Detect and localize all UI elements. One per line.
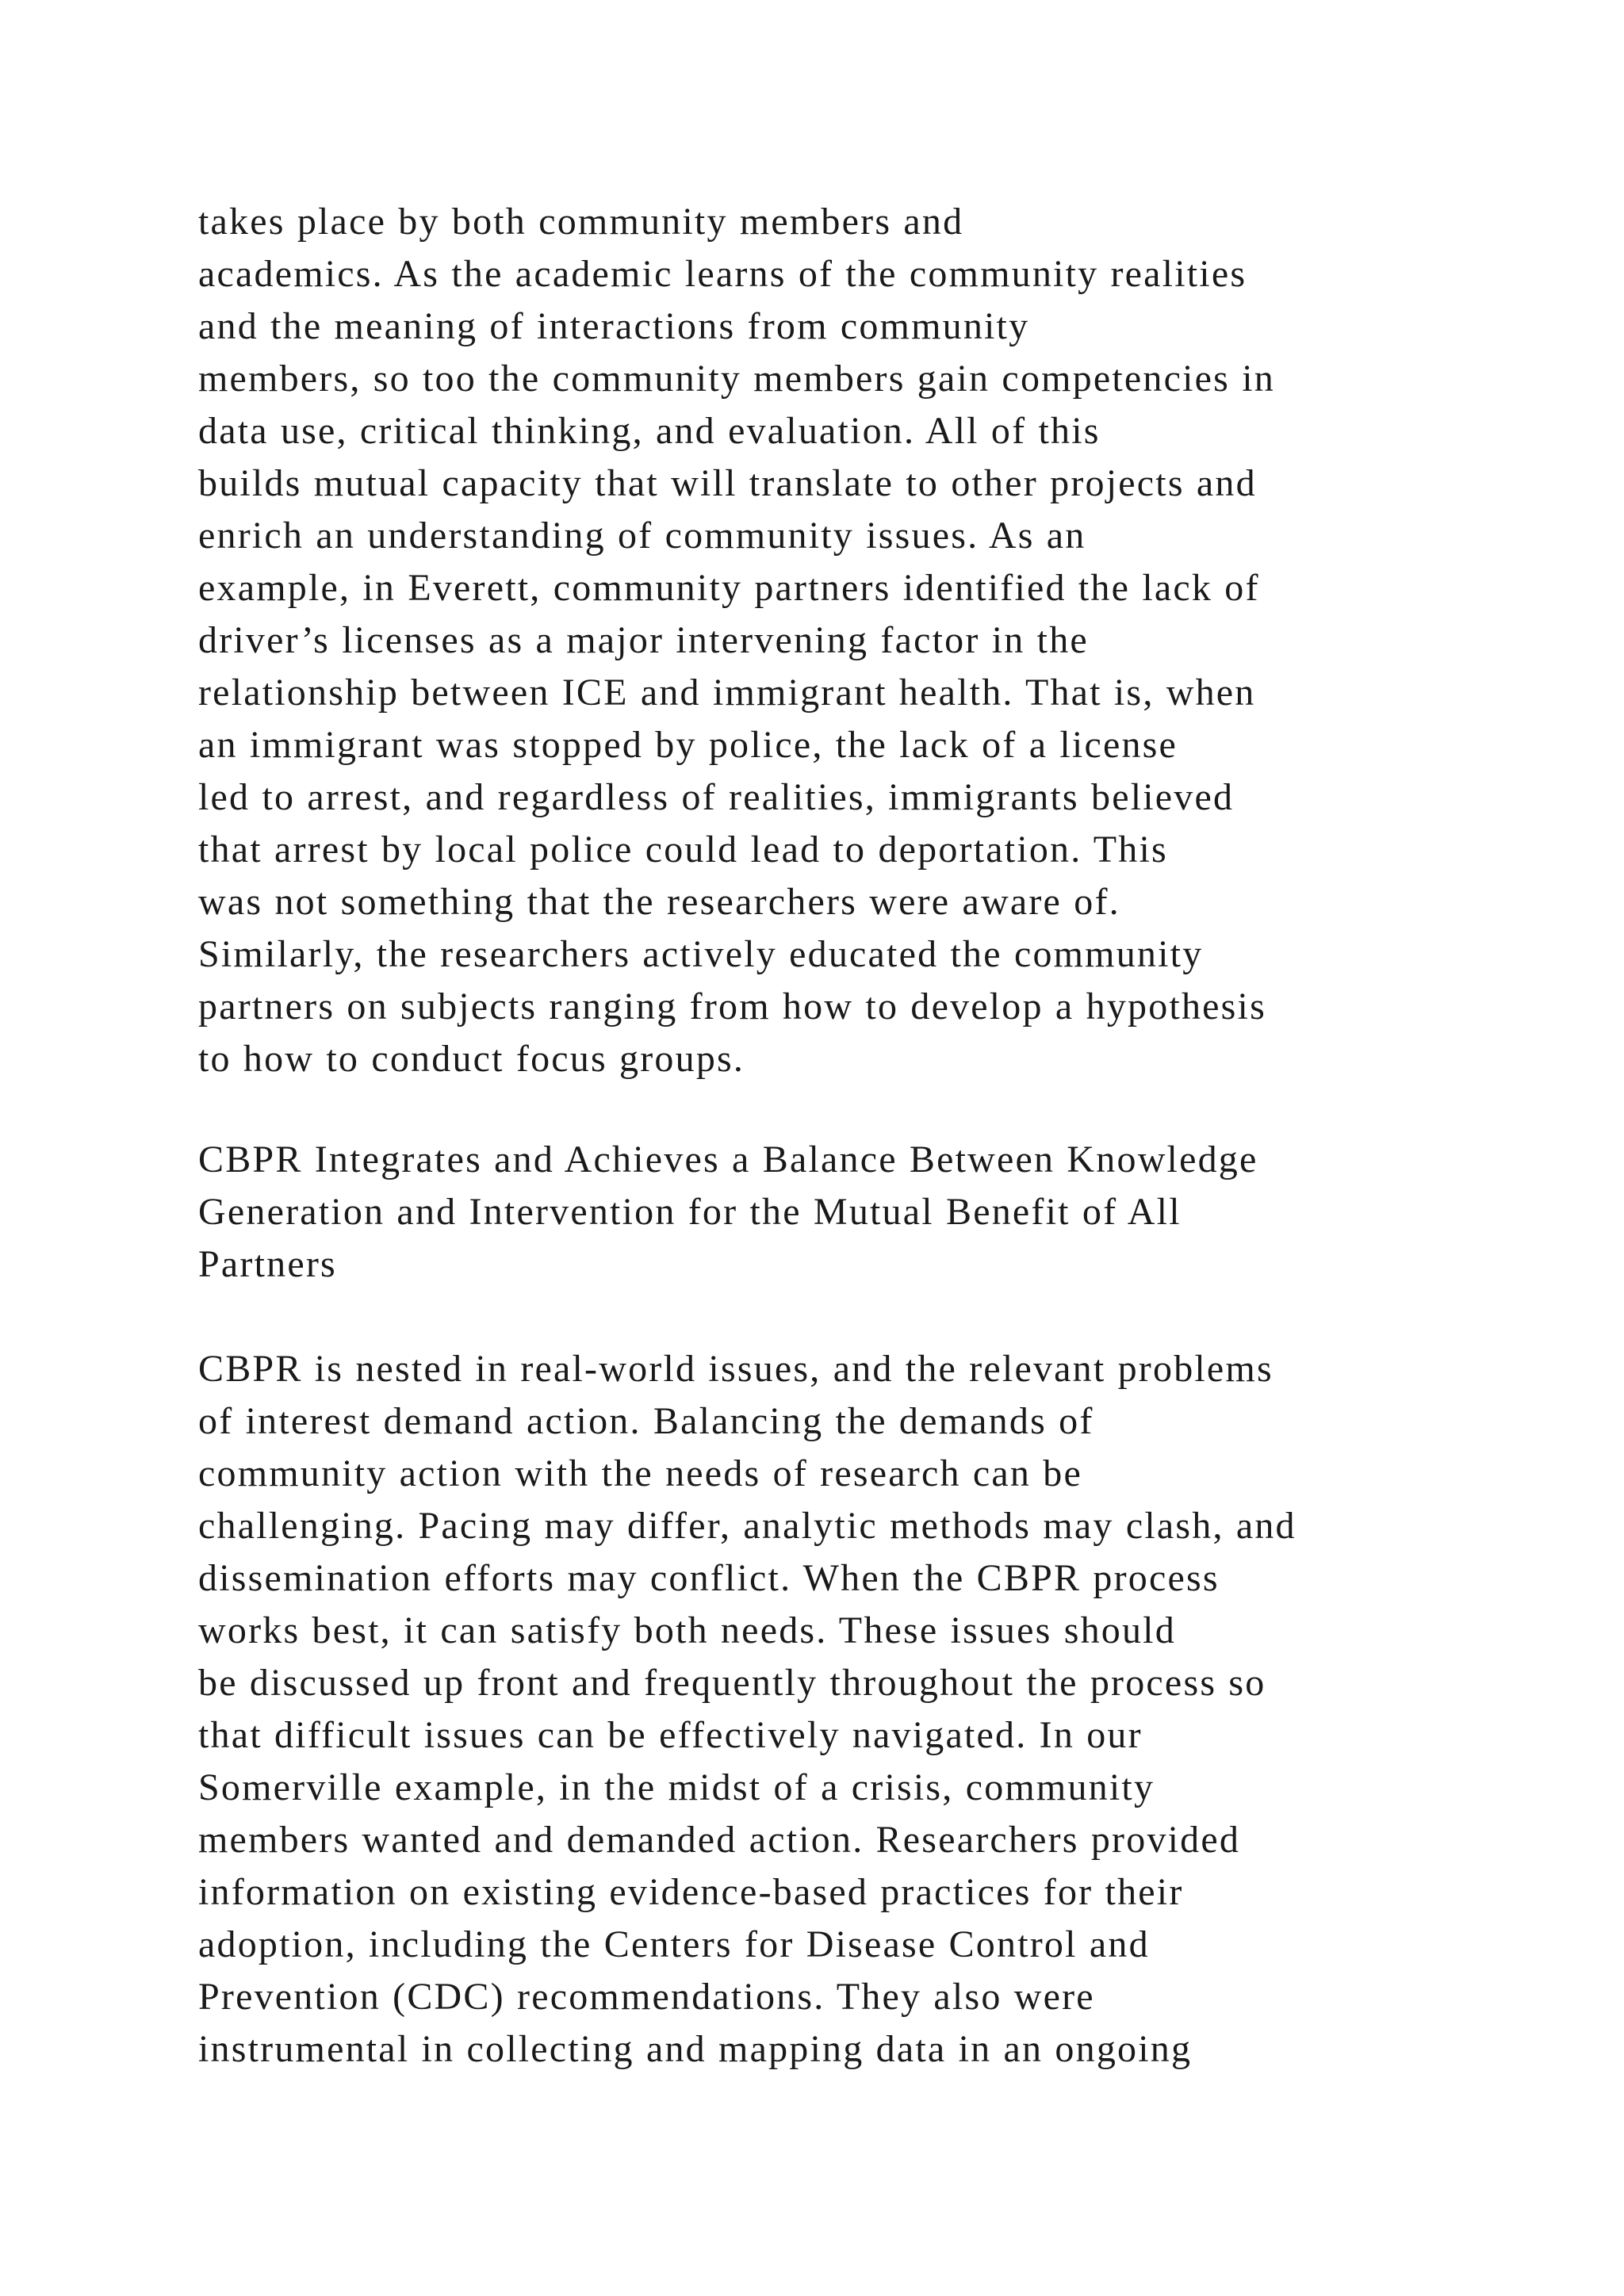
text-line: Prevention (CDC) recommendations. They also were	[198, 1976, 1095, 2018]
text-line: Similarly, the researchers actively educated the community	[198, 933, 1204, 975]
text-line: challenging. Pacing may differ, analytic methods may clash, and	[198, 1505, 1297, 1547]
text-line: academics. As the academic learns of the community realities	[198, 253, 1247, 295]
text-line: of interest demand action. Balancing the demands of	[198, 1400, 1094, 1442]
text-line: CBPR is nested in real-world issues, and the relevant problems	[198, 1348, 1274, 1390]
text-line: that arrest by local police could lead to deportation. This	[198, 828, 1168, 871]
text-line: Somerville example, in the midst of a crisis, community	[198, 1766, 1155, 1808]
heading-line: CBPR Integrates and Achieves a Balance Between Knowledge	[198, 1138, 1258, 1181]
text-line: instrumental in collecting and mapping data in an ongoing	[198, 2028, 1193, 2070]
text-line: be discussed up front and frequently throughout the process so	[198, 1662, 1266, 1704]
text-line: members, so too the community members gain competencies in	[198, 358, 1275, 400]
text-line: members wanted and demanded action. Researchers provided	[198, 1819, 1241, 1861]
text-line: partners on subjects ranging from how to develop a hypothesis	[198, 985, 1266, 1027]
heading-line: Partners	[198, 1243, 337, 1285]
text-line: relationship between ICE and immigrant health. That is, when	[198, 672, 1256, 714]
text-line: works best, it can satisfy both needs. These issues should	[198, 1609, 1176, 1651]
text-line: and the meaning of interactions from community	[198, 305, 1030, 347]
text-line: information on existing evidence-based practices for their	[198, 1871, 1184, 1913]
text-line: enrich an understanding of community issues. As an	[198, 515, 1086, 557]
text-line: led to arrest, and regardless of realities, immigrants believed	[198, 776, 1235, 818]
text-line: driver’s licenses as a major intervening factor in the	[198, 619, 1089, 661]
text-line: takes place by both community members and	[198, 201, 964, 243]
text-line: community action with the needs of research can be	[198, 1452, 1082, 1494]
text-line: that difficult issues can be effectively navigated. In our	[198, 1714, 1143, 1756]
text-line: builds mutual capacity that will translate to other projects and	[198, 462, 1257, 504]
text-line: to how to conduct focus groups.	[198, 1038, 745, 1080]
text-line: data use, critical thinking, and evaluation. All of this	[198, 410, 1101, 452]
text-line: an immigrant was stopped by police, the lack of a license	[198, 724, 1178, 766]
text-line: was not something that the researchers were aware of.	[198, 881, 1120, 923]
text-line: dissemination efforts may conflict. When the CBPR process	[198, 1557, 1220, 1599]
paragraph-balance	[198, 1343, 1297, 2076]
text-line: adoption, including the Centers for Disease Control and	[198, 1923, 1150, 1965]
paragraph-capacity-building	[198, 196, 1275, 1085]
section-heading	[198, 1134, 1258, 1291]
text-line: example, in Everett, community partners identified the lack of	[198, 567, 1260, 609]
heading-line: Generation and Intervention for the Mutual Benefit of All	[198, 1191, 1182, 1233]
